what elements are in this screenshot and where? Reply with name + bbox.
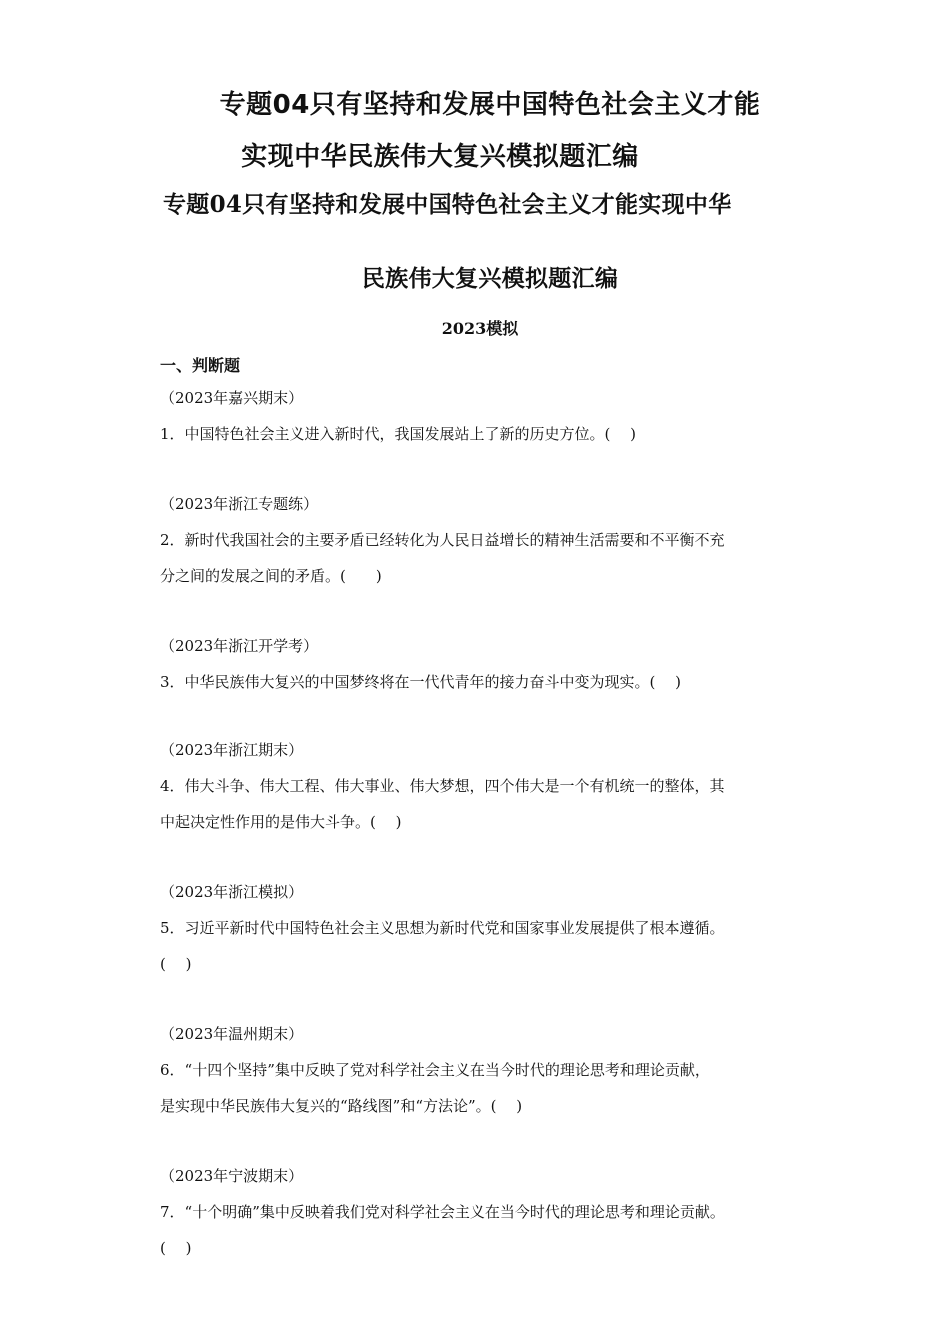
question-text: 分之间的发展之间的矛盾。( ) xyxy=(160,567,382,585)
document-subtitle: 2023模拟 xyxy=(441,319,519,338)
question-source: （2023年浙江专题练） xyxy=(160,495,319,513)
question-source: （2023年浙江开学考） xyxy=(160,637,319,655)
question-text: ( ) xyxy=(160,1239,192,1257)
question-source: （2023年浙江模拟） xyxy=(160,883,304,901)
document-title-line-2: 实现中华民族伟大复兴模拟题汇编 xyxy=(241,142,639,172)
question-source: （2023年嘉兴期末） xyxy=(160,389,304,407)
question-source: （2023年宁波期末） xyxy=(160,1167,304,1185)
question-text: 2．新时代我国社会的主要矛盾已经转化为人民日益增长的精神生活需要和不平衡不充 xyxy=(160,531,725,549)
question-source: （2023年温州期末） xyxy=(160,1025,304,1043)
question-text: 1．中国特色社会主义进入新时代，我国发展站上了新的历史方位。( ) xyxy=(160,425,637,443)
question-text: 3．中华民族伟大复兴的中国梦终将在一代代青年的接力奋斗中变为现实。( ) xyxy=(160,673,682,691)
question-text: 6．“十四个坚持”集中反映了党对科学社会主义在当今时代的理论思考和理论贡献， xyxy=(160,1061,710,1079)
question-text: 7．“十个明确”集中反映着我们党对科学社会主义在当今时代的理论思考和理论贡献。 xyxy=(160,1203,725,1221)
question-item xyxy=(160,486,800,594)
question-item xyxy=(160,732,800,840)
question-text: 中起决定性作用的是伟大斗争。( ) xyxy=(160,813,402,831)
question-text: 4．伟大斗争、伟大工程、伟大事业、伟大梦想，四个伟大是一个有机统一的整体，其 xyxy=(160,777,725,795)
section-heading: 一、判断题 xyxy=(160,356,241,375)
question-item xyxy=(160,1016,800,1124)
document-title-line-1: 专题04只有坚持和发展中国特色社会主义才能 xyxy=(219,90,761,120)
question-text: ( ) xyxy=(160,955,192,973)
question-text: 5．习近平新时代中国特色社会主义思想为新时代党和国家事业发展提供了根本遵循。 xyxy=(160,919,725,937)
question-item xyxy=(160,380,800,452)
question-source: （2023年浙江期末） xyxy=(160,741,304,759)
question-item xyxy=(160,628,800,700)
question-item xyxy=(160,1158,800,1266)
document-title-repeat-line-2: 民族伟大复兴模拟题汇编 xyxy=(361,265,619,292)
question-text: 是实现中华民族伟大复兴的“路线图”和“方法论”。( ) xyxy=(160,1097,523,1115)
document-title-repeat-line-1: 专题04只有坚持和发展中国特色社会主义才能实现中华 xyxy=(163,191,732,218)
question-item xyxy=(160,874,800,982)
